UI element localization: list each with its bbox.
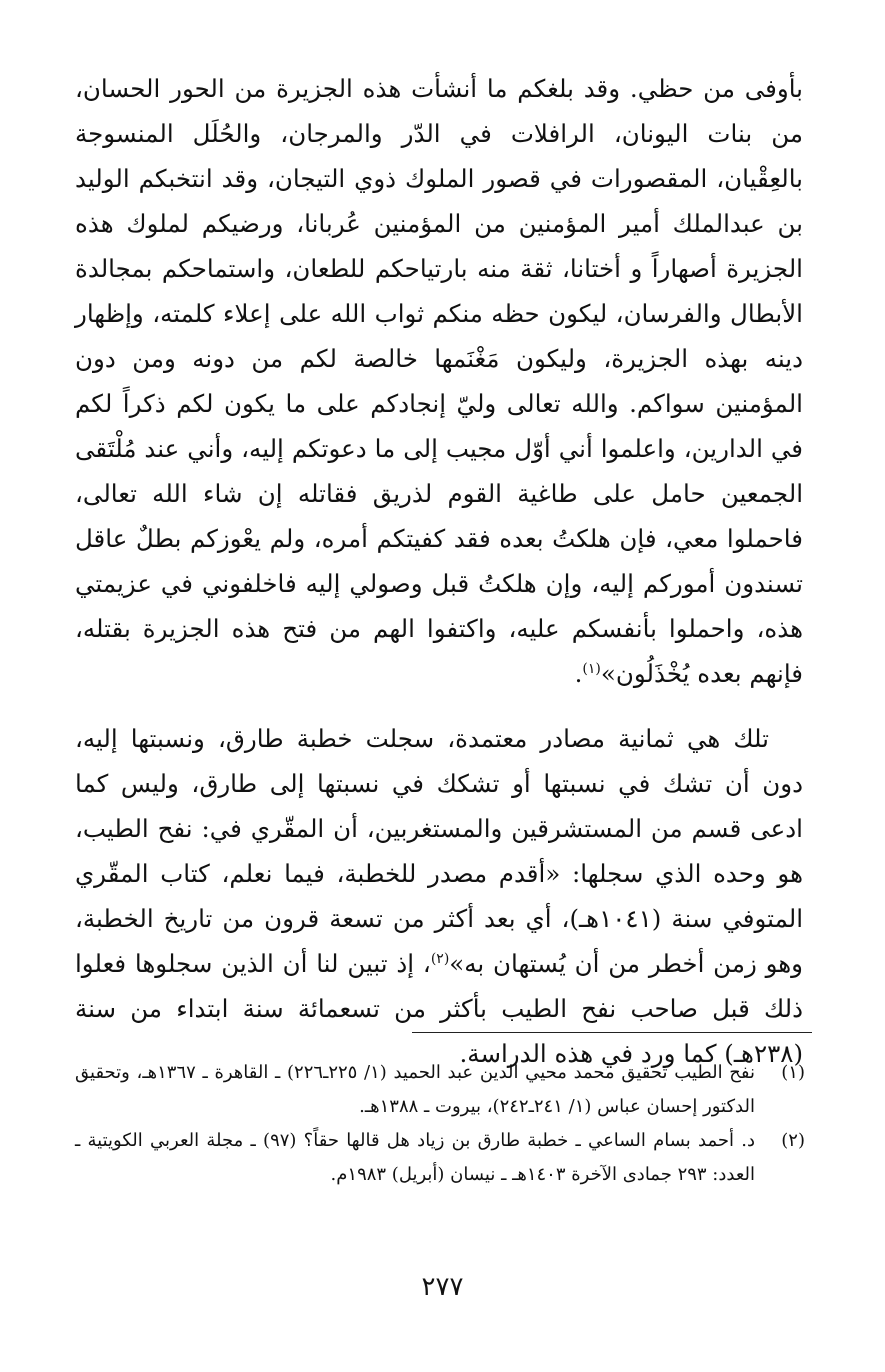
footnote-divider — [412, 1032, 812, 1033]
footnote-number: (٢) — [781, 1130, 805, 1151]
footnote-text: د. أحمد بسام الساعي ـ خطبة طارق بن زياد هل قالها حقاً؟ (٩٧) ـ مجلة العربي الكويتية ـ العدد: ٢٩٣ جمادى الآخرة ١٤٠٣هـ ـ نيسان (أبريل) ١٩٨٣م. — [75, 1130, 755, 1185]
paragraph-sources — [75, 716, 803, 1076]
main-text — [75, 66, 803, 1076]
footnote-number: (١) — [781, 1062, 805, 1083]
paragraph-speech — [75, 66, 803, 696]
paragraph-text: بأوفى من حظي. وقد بلغكم ما أنشأت هذه الجزيرة من الحور الحسان، من بنات اليونان، الرافلات في الدّر والمرجان، والحُلَل المنسوجة بالعِقْيان، المقصورات في قصور الملوك ذوي التيجان، وقد انتخبكم الوليد بن عبدالملك أمير المؤمنين من المؤمنين عُربانا، ورضيكم لملوك هذه الجزيرة أصهاراً و أختانا، ثقة منه بارتياحكم للطعان، واستماحكم بمجالدة الأبطال والفرسان، ليكون حظه منكم ثواب الله على إعلاء كلمته، وإظهار دينه بهذه الجزيرة، وليكون مَغْنَمها خالصة لكم من دونه ومن دون المؤمنين سواكم. والله تعالى وليّ إنجادكم على ما يكون لكم ذكراً لكم في الدارين، واعلموا أني أوّل مجيب إلى ما دعوتكم إليه، وأني عند مُلْتَقى الجمعين حامل على طاغية القوم لذريق فقاتله إن شاء الله تعالى، فاحملوا معي، فإن هلكتُ بعده فقد كفيتكم أمره، ولم يعْوزكم بطلٌ عاقل تسندون أموركم إليه، وإن هلكتُ قبل وصولي إليه فاخلفوني في عزيمتي هذه، واحملوا بأنفسكم عليه، واكتفوا الهم من فتح هذه الجزيرة بقتله، فإنهم بعده يُخْذَلُون» — [75, 74, 803, 688]
paragraph-tail: ، إذ تبين لنا أن الذين سجلوها فعلوا ذلك قبل صاحب نفح الطيب بأكثر من تسعمائة سنة ابتداء من سنة (٢٣٨هـ) كما ورد في هذه الدراسة. — [75, 949, 803, 1068]
footnotes — [75, 1056, 805, 1192]
page-number: ٢٧٧ — [421, 1272, 464, 1302]
paragraph-tail: . — [574, 659, 583, 688]
footnote-reference[interactable]: (٢) — [430, 950, 450, 967]
paragraph-text: تلك هي ثمانية مصادر معتمدة، سجلت خطبة طارق، ونسبتها إليه، دون أن تشك في نسبتها أو تشكك في نسبتها إلى طارق، وليس كما ادعى قسم من المستشرقين والمستغربين، أن المقّري في: نفح الطيب، هو وحده الذي سجلها: «أقدم مصدر للخطبة، فيما نعلم، كتاب المقّري المتوفي سنة (١٠٤١هـ)، أي بعد أكثر من تسعة قرون من تاريخ الخطبة، وهو زمن أخطر من أن يُستهان به» — [75, 724, 803, 978]
footnote-item — [75, 1056, 805, 1124]
footnote-item — [75, 1124, 805, 1192]
footnote-reference[interactable]: (١) — [582, 660, 601, 677]
footnote-text: نفح الطيب تحقيق محمد محيي الدين عبد الحميد (١/ ٢٢٥ـ٢٢٦) ـ القاهرة ـ ١٣٦٧هـ، وتحقيق الدكتور إحسان عباس (١/ ٢٤١ـ٢٤٢)، بيروت ـ ١٣٨٨هـ. — [75, 1062, 755, 1117]
